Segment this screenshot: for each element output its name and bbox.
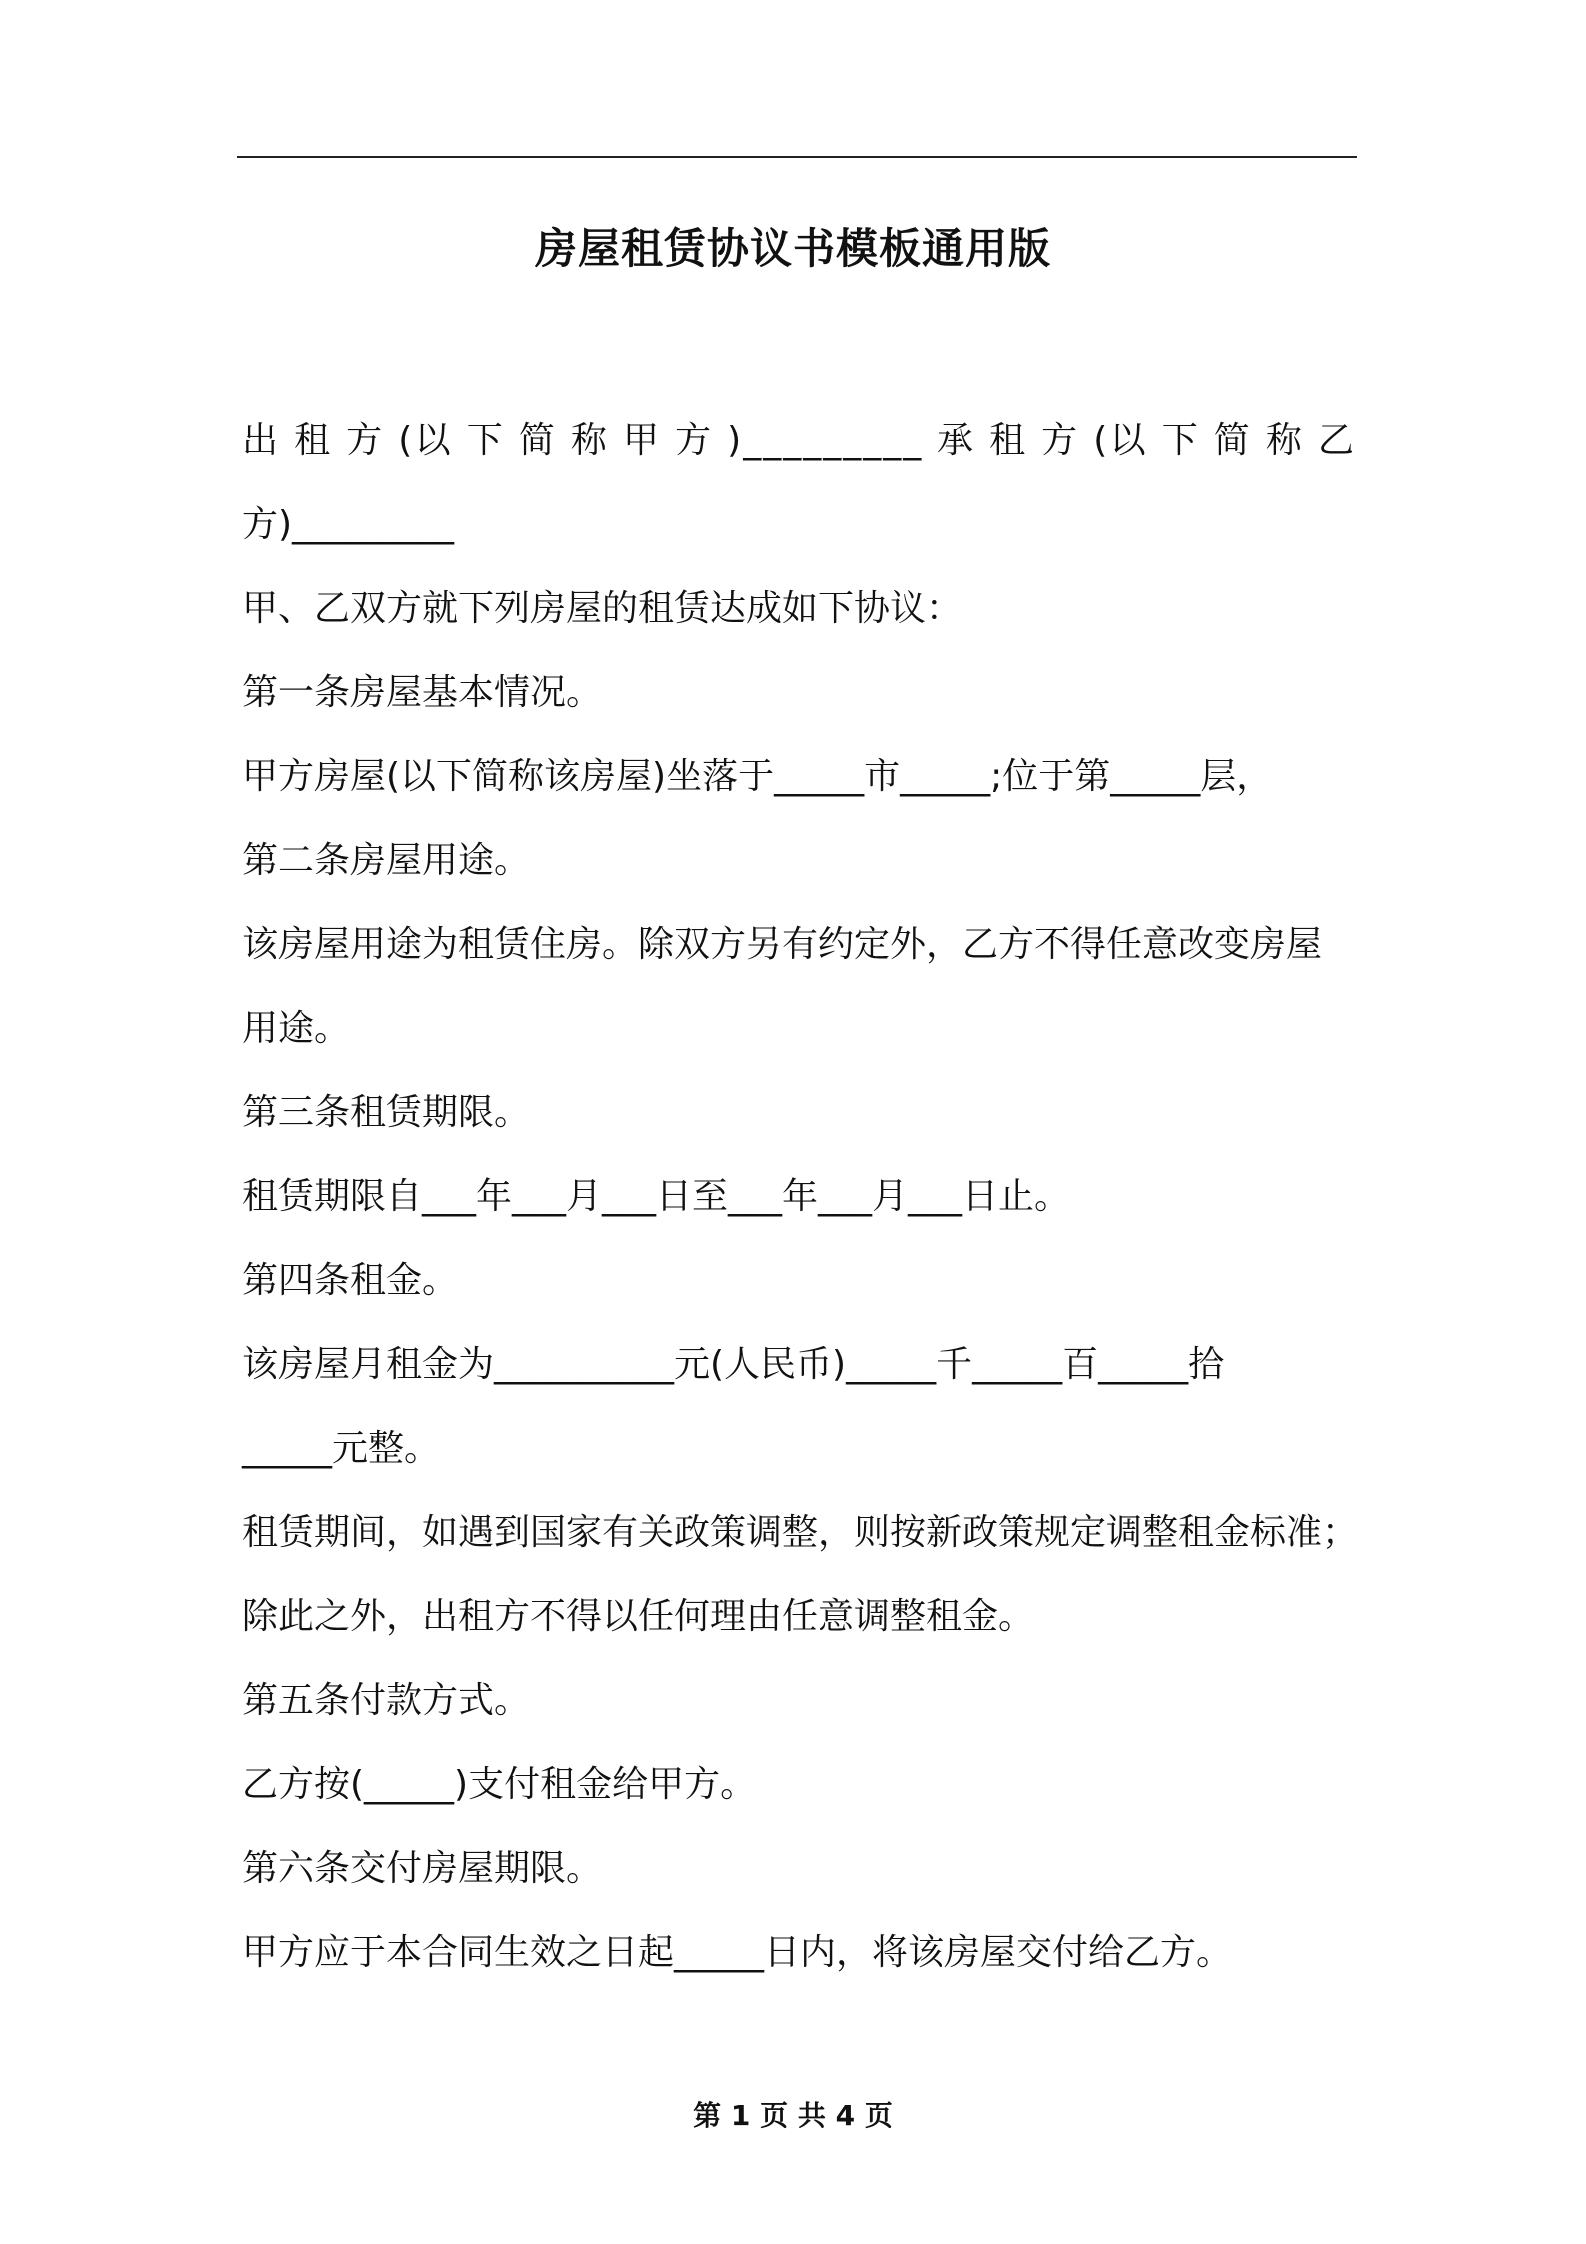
article-4-body-line1: 该房屋月租金为__________元(人民币)_____千_____百_____拾 bbox=[242, 1344, 1225, 1385]
document-title: 房屋租赁协议书模板通用版 bbox=[534, 224, 1051, 273]
article-1-body: 甲方房屋(以下简称该房屋)坐落于_____市_____;位于第_____层， bbox=[242, 756, 1273, 797]
page-number: 第 1 页 共 4 页 bbox=[693, 2099, 893, 2132]
article-1-heading: 第一条房屋基本情况。 bbox=[242, 672, 603, 713]
paragraph-parties-line2: 方)_________ bbox=[242, 504, 455, 545]
article-2-body-line2: 用途。 bbox=[242, 1008, 351, 1049]
article-5-heading: 第五条付款方式。 bbox=[242, 1680, 531, 1721]
article-2-heading: 第二条房屋用途。 bbox=[242, 840, 531, 881]
article-4-body-line2: _____元整。 bbox=[242, 1428, 441, 1469]
article-2-body-line1: 该房屋用途为租赁住房。除双方另有约定外，乙方不得任意改变房屋 bbox=[242, 924, 1323, 965]
article-4-policy-line1: 租赁期间，如遇到国家有关政策调整，则按新政策规定调整租金标准； bbox=[242, 1512, 1359, 1553]
article-4-policy-line2: 除此之外，出租方不得以任何理由任意调整租金。 bbox=[242, 1596, 1035, 1637]
article-5-body: 乙方按(_____)支付租金给甲方。 bbox=[242, 1764, 757, 1805]
paragraph-parties-line1: 出 租 方 (以 下 简 称 甲 方 )_________ 承 租 方 (以 下 简 称 乙 bbox=[242, 420, 1356, 461]
article-3-heading: 第三条租赁期限。 bbox=[242, 1092, 531, 1133]
paragraph-intro: 甲、乙双方就下列房屋的租赁达成如下协议： bbox=[242, 588, 963, 629]
article-3-body: 租赁期限自___年___月___日至___年___月___日止。 bbox=[242, 1176, 1071, 1217]
article-4-heading: 第四条租金。 bbox=[242, 1260, 459, 1301]
article-6-heading: 第六条交付房屋期限。 bbox=[242, 1848, 603, 1889]
article-6-body: 甲方应于本合同生效之日起_____日内，将该房屋交付给乙方。 bbox=[242, 1932, 1233, 1973]
header-rule bbox=[237, 156, 1357, 158]
